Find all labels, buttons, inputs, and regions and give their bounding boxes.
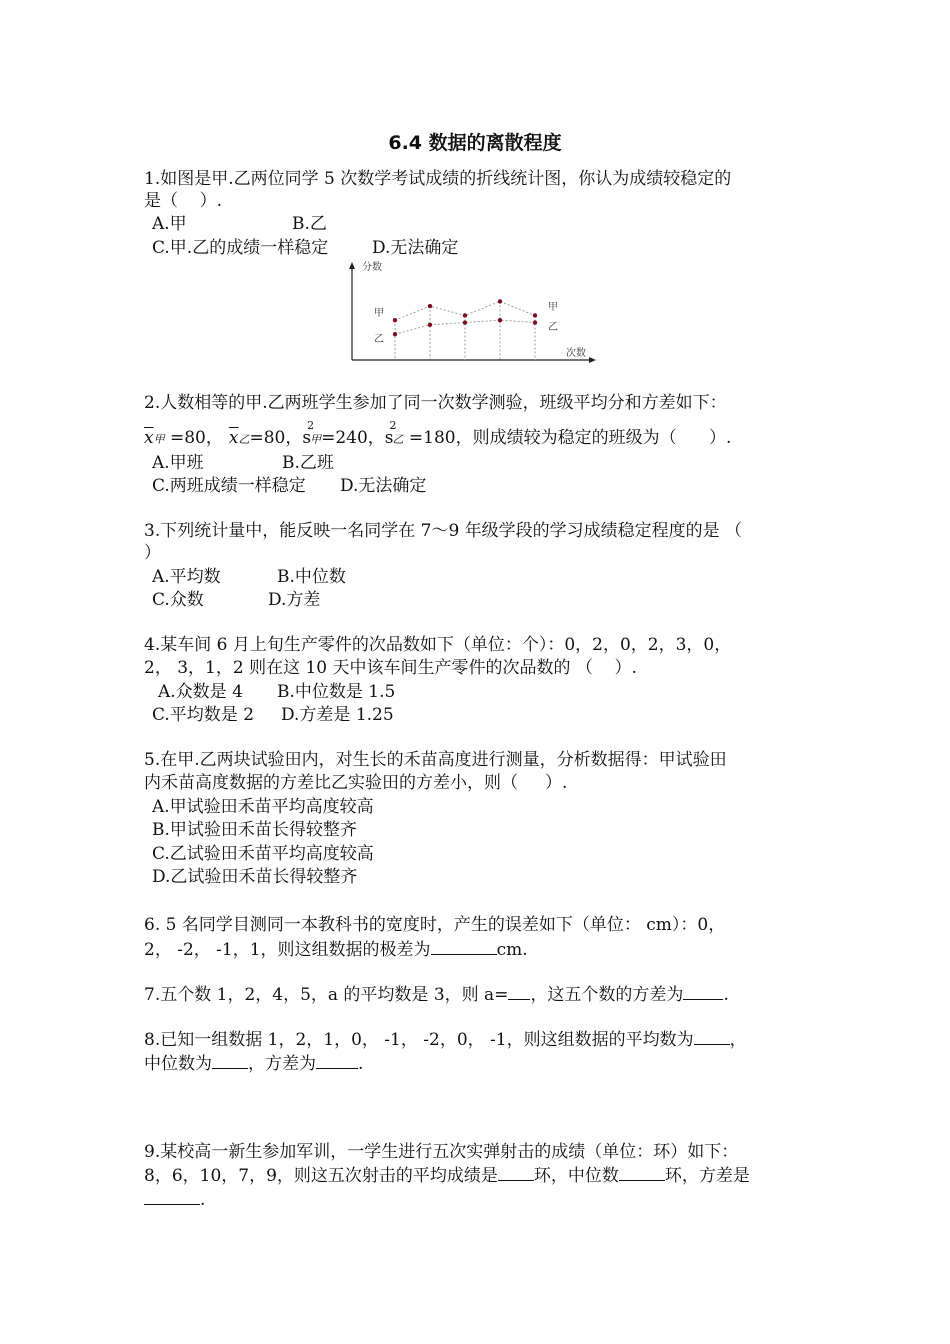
q9-text-d: . — [200, 1190, 206, 1210]
q9-text-c: 环，方差是 — [664, 1166, 750, 1186]
series-label-yi-end: 乙 — [548, 322, 558, 333]
q2-sup-yi: 2 — [389, 419, 397, 432]
page-title: 6.4 数据的离散程度 — [388, 132, 562, 154]
q6-unit: cm. — [496, 940, 528, 960]
q7-text-b: ，这五个数的方差为 — [530, 985, 684, 1005]
q2-s-jia: s — [302, 428, 312, 448]
q4-option-c: C.平均数是 2 — [152, 705, 255, 725]
q6-stem-line1: 6. 5 名同学目测同一本教科书的宽度时，产生的误差如下（单位： cm）：0， — [144, 915, 726, 935]
q5-option-c: C.乙试验田禾苗平均高度较高 — [152, 844, 374, 864]
q2-option-a: A.甲班 — [152, 453, 204, 473]
q5-stem-line1: 5.在甲.乙两块试验田内，对生长的禾苗高度进行测量，分析数据得：甲试验田 — [144, 750, 727, 770]
q4-stem-line2: 2， 3，1，2 则在这 10 天中该车间生产零件的次品数的 （ ）. — [144, 658, 637, 678]
q2-s-yi: s — [384, 428, 394, 448]
q5-option-b: B.甲试验田禾苗长得较整齐 — [152, 820, 357, 840]
q1-option-d: D.无法确定 — [372, 238, 459, 258]
q2-sub-jia: 甲 — [153, 433, 165, 446]
q8-blank-median[interactable] — [212, 1052, 248, 1069]
series-1-point-3 — [463, 320, 467, 324]
series-label-jia-end: 甲 — [548, 302, 558, 313]
q9-blank-variance[interactable] — [144, 1188, 200, 1205]
q9-line3 — [144, 1188, 205, 1211]
q3-option-b: B.中位数 — [277, 567, 346, 587]
x-axis-arrow — [589, 357, 596, 363]
q1-option-a: A.甲 — [152, 214, 187, 234]
q2-stem-line1: 2.人数相等的甲.乙两班学生参加了同一次数学测验，班级平均分和方差如下： — [144, 393, 727, 413]
q2-option-c: C.两班成绩一样稳定 — [152, 476, 306, 496]
q2-part3: =240， — [321, 428, 385, 448]
q5-option-a: A.甲试验田禾苗平均高度较高 — [152, 797, 374, 817]
series-1-point-4 — [498, 318, 502, 322]
q2-mean-symbol-jia: $\overline{x}$ — [144, 428, 154, 448]
q9-blank-median[interactable] — [619, 1164, 665, 1181]
q2-option-d: D.无法确定 — [340, 476, 427, 496]
q8-line2 — [144, 1052, 363, 1075]
series-0-point-2 — [428, 304, 432, 308]
series-0-point-5 — [533, 313, 537, 317]
q2-sub-yi: 乙 — [238, 433, 250, 446]
q3-option-c: C.众数 — [152, 590, 204, 610]
x-axis-label: 次数 — [566, 348, 586, 359]
series-0-point-3 — [463, 313, 467, 317]
series-0-point-4 — [498, 299, 502, 303]
q5-stem-line2: 内禾苗高度数据的方差比乙实验田的方差小，则（ ）. — [144, 773, 568, 793]
q9-text-a: 8，6，10，7，9，则这五次射击的平均成绩是 — [144, 1166, 498, 1186]
series-0-point-1 — [393, 318, 397, 322]
q8-text-d: ，方差为 — [248, 1054, 316, 1074]
q8-line1 — [144, 1028, 747, 1051]
q3-stem-line1: 3.下列统计量中，能反映一名同学在 7～9 年级学段的学习成绩稳定程度的是 （ — [144, 521, 743, 541]
q6-stem-line2 — [144, 938, 528, 961]
q1-stem-line1: 1.如图是甲.乙两位同学 5 次数学考试成绩的折线统计图，你认为成绩较稳定的 — [144, 169, 732, 189]
q2-formula-line — [144, 419, 732, 451]
q2-mean-symbol-yi: $\overline{x}$ — [228, 428, 239, 448]
q9-text-b: 环，中位数 — [533, 1166, 619, 1186]
q3-option-d: D.方差 — [268, 590, 321, 610]
q2-part4: =180，则成绩较为稳定的班级为（ ）. — [403, 428, 732, 448]
q1-option-c: C.甲.乙的成绩一样稳定 — [152, 238, 329, 258]
q7-text-c: . — [723, 985, 729, 1005]
series-1-point-1 — [393, 332, 397, 336]
q8-text-c: 中位数为 — [144, 1054, 212, 1074]
q8-blank-variance[interactable] — [316, 1052, 358, 1069]
q8-text-e: . — [358, 1054, 364, 1074]
q8-blank-mean[interactable] — [694, 1028, 730, 1045]
q9-blank-mean[interactable] — [498, 1164, 534, 1181]
q2-var-sub-jia: 甲 — [310, 433, 322, 446]
q4-option-d: D.方差是 1.25 — [281, 705, 394, 725]
q2-var-sub-yi: 乙 — [392, 433, 404, 446]
q4-stem-line1: 4.某车间 6 月上旬生产零件的次品数如下（单位：个）：0，2，0，2，3，0， — [144, 635, 732, 655]
q8-text-b: ， — [729, 1030, 747, 1050]
series-1-point-2 — [428, 323, 432, 327]
q7-blank-variance[interactable] — [683, 983, 723, 1000]
q7-line — [144, 983, 729, 1006]
q3-stem-line2: ） — [144, 543, 161, 563]
q6-text: 2， -2， -1，1，则这组数据的极差为 — [144, 940, 431, 960]
q2-part2: =80， — [249, 428, 303, 448]
q5-option-d: D.乙试验田禾苗长得较整齐 — [152, 867, 358, 887]
line-chart — [340, 258, 610, 368]
q2-option-b: B.乙班 — [282, 453, 334, 473]
q2-part1: =80， — [164, 428, 223, 448]
series-label-yi-start: 乙 — [374, 334, 384, 345]
q4-option-b: B.中位数是 1.5 — [277, 682, 396, 702]
series-label-jia-start: 甲 — [374, 308, 384, 319]
q6-answer-blank[interactable] — [431, 938, 497, 955]
q9-line1: 9.某校高一新生参加军训，一学生进行五次实弹射击的成绩（单位：环）如下： — [144, 1142, 739, 1162]
q1-stem-line2: 是（ ）. — [144, 191, 223, 211]
chart-guides — [395, 301, 535, 360]
q1-option-b: B.乙 — [292, 214, 327, 234]
y-axis-arrow — [349, 262, 355, 269]
chart-points — [393, 299, 537, 336]
q9-line2 — [144, 1164, 750, 1187]
q8-text-a: 8.已知一组数据 1，2，1，0， -1， -2，0， -1，则这组数据的平均数为 — [144, 1030, 694, 1050]
q7-text-a: 7.五个数 1，2，4，5，a 的平均数是 3，则 a= — [144, 985, 509, 1005]
q2-sup-jia: 2 — [307, 419, 315, 432]
q7-blank-a[interactable] — [508, 983, 530, 1000]
q4-option-a: A.众数是 4 — [158, 682, 243, 702]
q3-option-a: A.平均数 — [152, 567, 221, 587]
y-axis-label: 分数 — [362, 262, 382, 273]
series-1-point-5 — [533, 320, 537, 324]
